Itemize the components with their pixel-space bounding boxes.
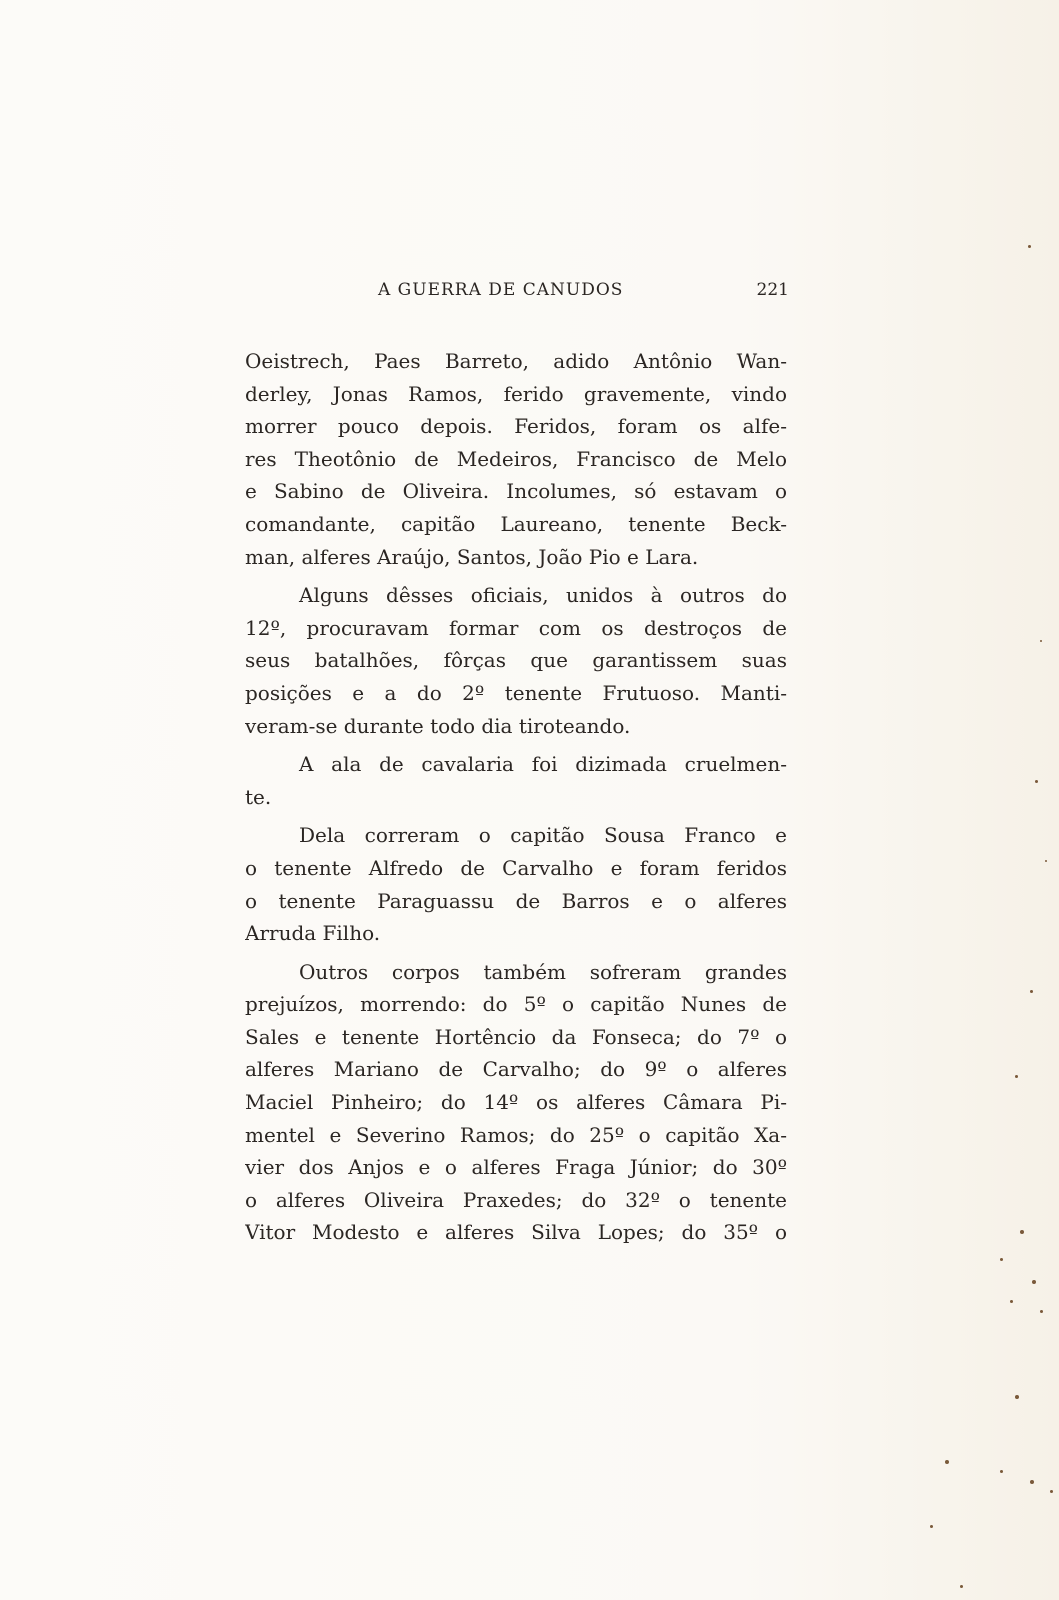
foxing-speck (1040, 1310, 1043, 1313)
foxing-speck (960, 1585, 963, 1588)
foxing-speck (1030, 990, 1033, 993)
text-line: Alguns dêsses oficiais, unidos à outros do (299, 583, 787, 608)
foxing-speck (1000, 1470, 1003, 1473)
text-line: alferes Mariano de Carvalho; do 9º o alferes (245, 1057, 787, 1082)
foxing-speck (1010, 1300, 1013, 1303)
text-line: o tenente Alfredo de Carvalho e foram feridos (245, 855, 787, 880)
body-text (245, 345, 787, 1249)
foxing-speck (945, 1460, 949, 1464)
text-line: Vitor Modesto e alferes Silva Lopes; do 35º o (245, 1220, 787, 1245)
text-line: A ala de cavalaria foi dizimada cruelmen- (299, 752, 787, 777)
text-line: man, alferes Araújo, Santos, João Pio e Lara. (245, 544, 699, 569)
foxing-speck (1015, 1395, 1019, 1399)
text-line: vier dos Anjos e o alferes Fraga Júnior; do 30º (245, 1155, 787, 1180)
foxing-speck (1030, 1480, 1034, 1484)
text-line: 12º, procuravam formar com os destroços de (245, 615, 787, 640)
foxing-speck (1045, 860, 1047, 862)
page-number: 221 (756, 280, 789, 300)
text-line: seus batalhões, fôrças que garantissem suas (245, 648, 787, 673)
paragraph-2 (245, 579, 787, 742)
text-line: prejuízos, morrendo: do 5º o capitão Nunes de (245, 992, 787, 1017)
foxing-speck (930, 1525, 933, 1528)
foxing-speck (1050, 1490, 1053, 1493)
paragraph-4 (245, 819, 787, 949)
text-line: o tenente Paraguassu de Barros e o alferes (245, 888, 787, 913)
text-line: Oeistrech, Paes Barreto, adido Antônio Wan- (245, 349, 787, 373)
text-line: morrer pouco depois. Feridos, foram os alfe- (245, 414, 787, 439)
text-line: derley, Jonas Ramos, ferido gravemente, vindo (245, 381, 787, 406)
text-line: te. (245, 784, 272, 809)
foxing-speck (1000, 1258, 1003, 1261)
paragraph-3 (245, 748, 787, 813)
running-title: A GUERRA DE CANUDOS (378, 280, 624, 300)
text-line: res Theotônio de Medeiros, Francisco de Melo (245, 446, 787, 471)
text-line: Dela correram o capitão Sousa Franco e (299, 823, 787, 848)
paragraph-1 (245, 345, 787, 573)
text-line: mentel e Severino Ramos; do 25º o capitão Xa- (245, 1122, 787, 1147)
foxing-speck (1035, 780, 1038, 783)
text-line: o alferes Oliveira Praxedes; do 32º o tenente (245, 1187, 787, 1212)
paragraph-5 (245, 956, 787, 1249)
text-line: Sales e tenente Hortêncio da Fonseca; do 7º o (245, 1024, 787, 1049)
text-line: veram-se durante todo dia tiroteando. (245, 713, 631, 738)
foxing-speck (1032, 1280, 1036, 1284)
foxing-speck (1015, 1075, 1018, 1078)
text-line: e Sabino de Oliveira. Incolumes, só estavam o (245, 479, 787, 504)
foxing-speck (1028, 245, 1031, 248)
text-line: posições e a do 2º tenente Frutuoso. Manti- (245, 680, 787, 705)
text-line: Outros corpos também sofreram grandes (299, 959, 787, 984)
text-line: comandante, capitão Laureano, tenente Beck- (245, 511, 787, 536)
foxing-speck (1040, 640, 1042, 642)
running-header (240, 280, 793, 310)
text-line: Arruda Filho. (245, 921, 381, 946)
text-line: Maciel Pinheiro; do 14º os alferes Câmara Pi- (245, 1090, 787, 1115)
foxing-speck (1020, 1230, 1024, 1234)
